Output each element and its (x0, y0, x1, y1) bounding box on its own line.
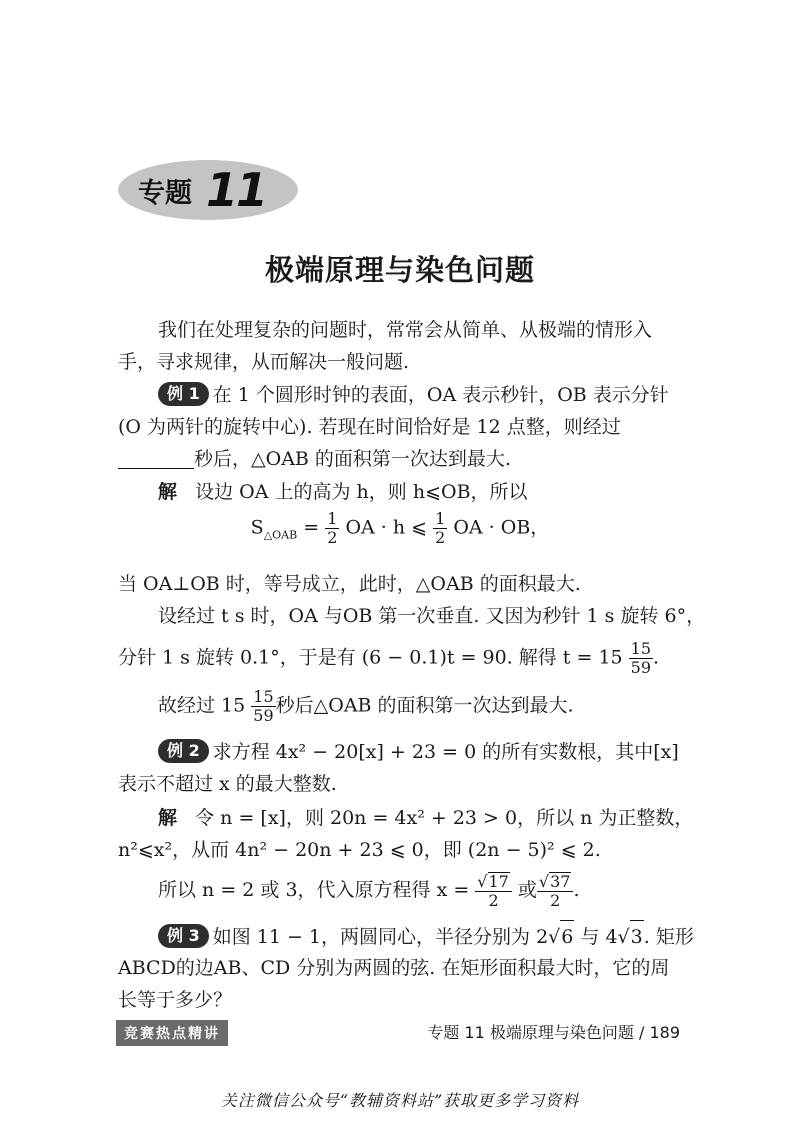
root-3: 3 (630, 920, 644, 953)
answer-blank (118, 446, 194, 469)
formula-mid: OA · h ⩽ (345, 516, 434, 539)
intro-line-1: 我们在处理复杂的问题时，常常会从简单、从极端的情形入 (158, 319, 653, 341)
intro-line-2: 手，寻求规律，从而解决一般问题. (118, 351, 410, 373)
example-3-text-1b: 与 4 (574, 926, 618, 948)
example-1-line-2: (O 为两针的旋转中心). 若现在时间恰好是 12 点整，则经过 (118, 416, 621, 438)
solution-1-line-2: 当 OA⊥OB 时，等号成立，此时，△OAB 的面积最大. (118, 573, 581, 595)
example-3-text-1c: . 矩形 (643, 926, 694, 948)
t-fraction-2 (251, 688, 275, 725)
footer-section-tag: 竞赛热点精讲 (116, 1020, 228, 1046)
half-2-den: 2 (435, 528, 446, 547)
solution-2-end: . (573, 879, 580, 901)
t-frac-den: 59 (630, 658, 652, 677)
example-1-line-3 (118, 443, 511, 475)
t-frac-num: 15 (630, 639, 652, 658)
example-3-line-2: ABCD的边AB、CD 分别为两圆的弦. 在矩形面积最大时，它的周 (118, 957, 670, 979)
solution-2-line-3 (158, 872, 580, 910)
page-number: 189 (649, 1023, 680, 1042)
t-frac-2-num: 15 (253, 687, 274, 706)
formula-subscript: △OAB (263, 528, 298, 542)
example-3-line-1: 例 3 如图 11 − 1，两圆同心，半径分别为 2√6 与 4√3. 矩形 (158, 920, 694, 953)
example-3-badge: 例 3 (158, 924, 209, 948)
solution-2-line-2: n²⩽x²，从而 4n² − 20n + 23 ⩽ 0，即 (2n − 5)² ⩽ 2. (118, 839, 601, 861)
t-fraction (629, 640, 653, 677)
formula-s: S (250, 516, 264, 539)
formula-half-1 (325, 510, 339, 547)
solution-1-text-4: 分针 1 s 旋转 0.1°，于是有 (6 − 0.1)t = 90. 解得 t = 15 (118, 646, 623, 669)
or-text: 或 (511, 879, 537, 901)
root-37-fraction (537, 872, 574, 910)
solution-1-label: 解 (158, 481, 178, 503)
example-1-badge: 例 1 (158, 382, 209, 406)
half-2-num: 1 (435, 509, 446, 528)
footer-running-head (380, 1020, 680, 1043)
solution-2-line-1 (158, 802, 693, 834)
example-1-text-3: 秒后，△OAB 的面积第一次达到最大. (194, 448, 511, 470)
solution-2-label: 解 (158, 807, 178, 829)
chapter-label: 专题 (138, 177, 192, 209)
solution-2-text-1: 令 n = [x]，则 20n = 4x² + 23 > 0，所以 n 为正整数， (195, 807, 694, 829)
root-6: 6 (560, 920, 574, 953)
formula-end: OA · OB， (453, 516, 550, 539)
formula-eq: = (297, 516, 326, 539)
example-3-text-1a: 如图 11 − 1，两圆同心，半径分别为 2 (212, 926, 549, 948)
root-17-num: √17 (475, 872, 512, 892)
root-37-den: 2 (550, 891, 561, 910)
root-37-num: √37 (537, 872, 574, 892)
footer-running-title: 专题 11 极端原理与染色问题 / (427, 1023, 645, 1042)
solution-2-text-3: 所以 n = 2 或 3，代入原方程得 x = (158, 879, 476, 901)
solution-1-line-5 (158, 688, 574, 725)
example-3-line-3: 长等于多少？ (118, 989, 233, 1011)
example-2-text-1: 求方程 4x² − 20[x] + 23 = 0 的所有实数根，其中[x] (212, 741, 679, 763)
example-2-line-1 (158, 736, 679, 768)
t-frac-2-den: 59 (253, 706, 274, 725)
solution-1-text-5b: 秒后△OAB 的面积第一次达到最大. (275, 694, 574, 717)
half-1-den: 2 (327, 528, 338, 547)
area-formula (0, 510, 800, 547)
formula-half-2 (433, 510, 447, 547)
example-1-line-1 (158, 379, 669, 411)
example-1-text-1: 在 1 个圆形时钟的表面，OA 表示秒针，OB 表示分针 (212, 384, 669, 406)
page-title: 极端原理与染色问题 (264, 253, 535, 287)
solution-1-line-3: 设经过 t s 时，OA 与OB 第一次垂直. 又因为秒针 1 s 旋转 6°， (158, 605, 706, 627)
example-2-badge: 例 2 (158, 739, 209, 763)
chapter-badge (118, 160, 298, 220)
solution-1-line-1 (158, 476, 528, 508)
root-17-den: 2 (488, 891, 499, 910)
chapter-number: 11 (206, 163, 267, 217)
example-2-line-2: 表示不超过 x 的最大整数. (118, 773, 337, 795)
solution-1-text-1: 设边 OA 上的高为 h，则 h⩽OB，所以 (195, 481, 528, 503)
half-1-num: 1 (327, 509, 338, 528)
solution-1-line-4: 分针 1 s 旋转 0.1°，于是有 (6 − 0.1)t = 90. 解得 t = 15 $\frac{15}{59}$ . (118, 639, 660, 677)
solution-1-text-5a: 故经过 15 (158, 694, 246, 717)
root-17-fraction (475, 872, 512, 910)
watermark-text: 关注微信公众号“教辅资料站”获取更多学习资料 (220, 1091, 580, 1110)
